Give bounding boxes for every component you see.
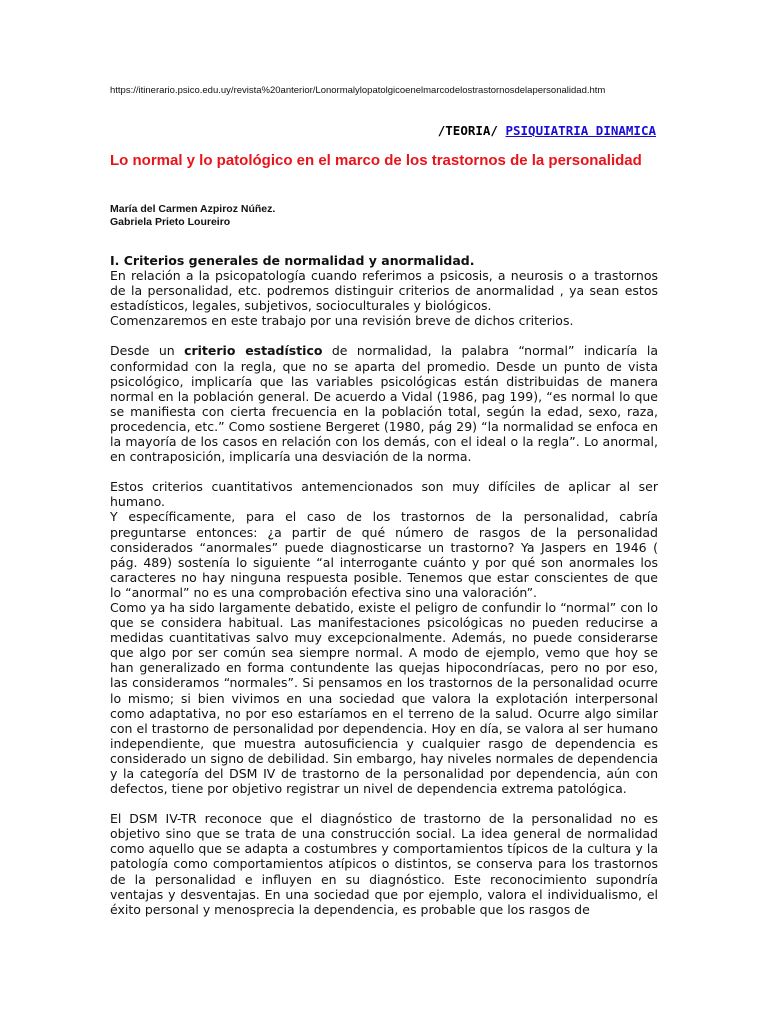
paragraph-7: El DSM IV-TR reconoce que el diagnóstico de trastorno de la personalidad no es objetivo sino que se trata de una construcción social. La idea general de normalidad como aquello que se adapta a costumbres y comportamientos típicos de la cultura y la patología como comportamientos atípicos o distintos, se conserva para los trastornos de la personalidad e influyen en su diagnóstico. Este reconocimiento supondría ventajas y desventajas. En una sociedad que por ejemplo, valora el individualismo, el éxito personal y menosprecia la dependencia, es probable que los rasgos de xyxy=(110,811,658,917)
paragraph-4: Estos criterios cuantitativos antemencionados son muy difíciles de aplicar al ser humano. xyxy=(110,479,658,510)
section-label xyxy=(438,123,656,138)
section-prefix: /TEORIA/ xyxy=(437,123,506,138)
paragraph-1: En relación a la psicopatología cuando referimos a psicosis, a neurosis o a trastornos de la personalidad, etc. podremos distinguir criterios de anormalidad , ya sean estos estadísticos, legales, subjetivos, socioculturales y biológicos. xyxy=(110,268,658,314)
paragraph-3-rest: de normalidad, la palabra “normal” indicaría la conformidad con la regla, que no se aparta del promedio. Desde un punto de vista psicológico, implicaría que las variables psicológicas están distribuidas de manera normal en la población general. De acuerdo a Vidal (1986, pag 199), “es normal lo que se manifiesta con cierta frecuencia en la población total, según la edad, sexo, raza, procedencia, etc.” Como sostiene Bergeret (1980, pág 29) “la normalidad se enfoca en la mayoría de los casos en relación con los demás, con el ideal o la regla”. Lo anormal, en contraposición, implicaría una desviación de la norma. xyxy=(110,343,658,465)
paragraph-3 xyxy=(110,343,658,464)
paragraph-3-start: Desde un xyxy=(110,343,185,359)
paragraph-2: Comenzaremos en este trabajo por una revisión breve de dichos criterios. xyxy=(110,313,574,329)
section-heading: I. Criterios generales de normalidad y anormalidad. xyxy=(110,253,475,268)
article-body xyxy=(110,253,658,917)
author-2: Gabriela Prieto Loureiro xyxy=(110,216,231,228)
paragraph-5: Y específicamente, para el caso de los trastornos de la personalidad, cabría preguntarse entonces: ¿a partir de qué número de rasgos de la personalidad considerados “anormales” puede diagnosticarse un trastorno? Ya Jaspers en 1946 ( pág. 489) sostenía lo siguiente “al interrogante cuánto y por qué son anormales los caracteres no hay ninguna respuesta posible. Tenemos que estar conscientes de que lo “anormal” no es una comprobación efectiva sino una valoración”. xyxy=(110,509,658,600)
paragraph-6: Como ya ha sido largamente debatido, existe el peligro de confundir lo “normal” con lo que se considera habitual. Las manifestaciones psicológicas no pueden reducirse a medidas cuantitativas salvo muy excepcionalmente. Además, no puede considerarse que algo por ser común sea siempre normal. A modo de ejemplo, vemo que hoy se han generalizado en forma contundente las quejas hipocondríacas, pero no por eso, las consideramos “normales”. Si pensamos en los trastornos de la personalidad ocurre lo mismo; si bien vivimos en una sociedad que valora la explotación interpersonal como adaptativa, no por eso estaríamos en el terreno de la salud. Ocurre algo similar con el trastorno de personalidad por dependencia. Hoy en día, se valora al ser humano independiente, que muestra autosuficiencia y cualquier rasgo de dependencia es considerado un signo de debilidad. Sin embargo, hay niveles normales de dependencia y la categoría del DSM IV de trastorno de la personalidad por dependencia, aún con defectos, tiene por objetivo registrar un nivel de dependencia extrema patológica. xyxy=(110,599,658,797)
emphasis-statistical-criterion: criterio estadístico xyxy=(184,343,323,359)
source-url: https://itinerario.psico.edu.uy/revista%20anterior/Lonormalylopatolgicoenelmarcodelostrastornosdelapersonalidad.htm xyxy=(110,85,606,96)
section-link[interactable]: PSIQUIATRIA DINAMICA xyxy=(505,123,656,138)
authors xyxy=(110,203,510,229)
article-title: Lo normal y lo patológico en el marco de los trastornos de la personalidad xyxy=(110,152,642,169)
author-1: María del Carmen Azpiroz Núñez. xyxy=(110,203,276,215)
